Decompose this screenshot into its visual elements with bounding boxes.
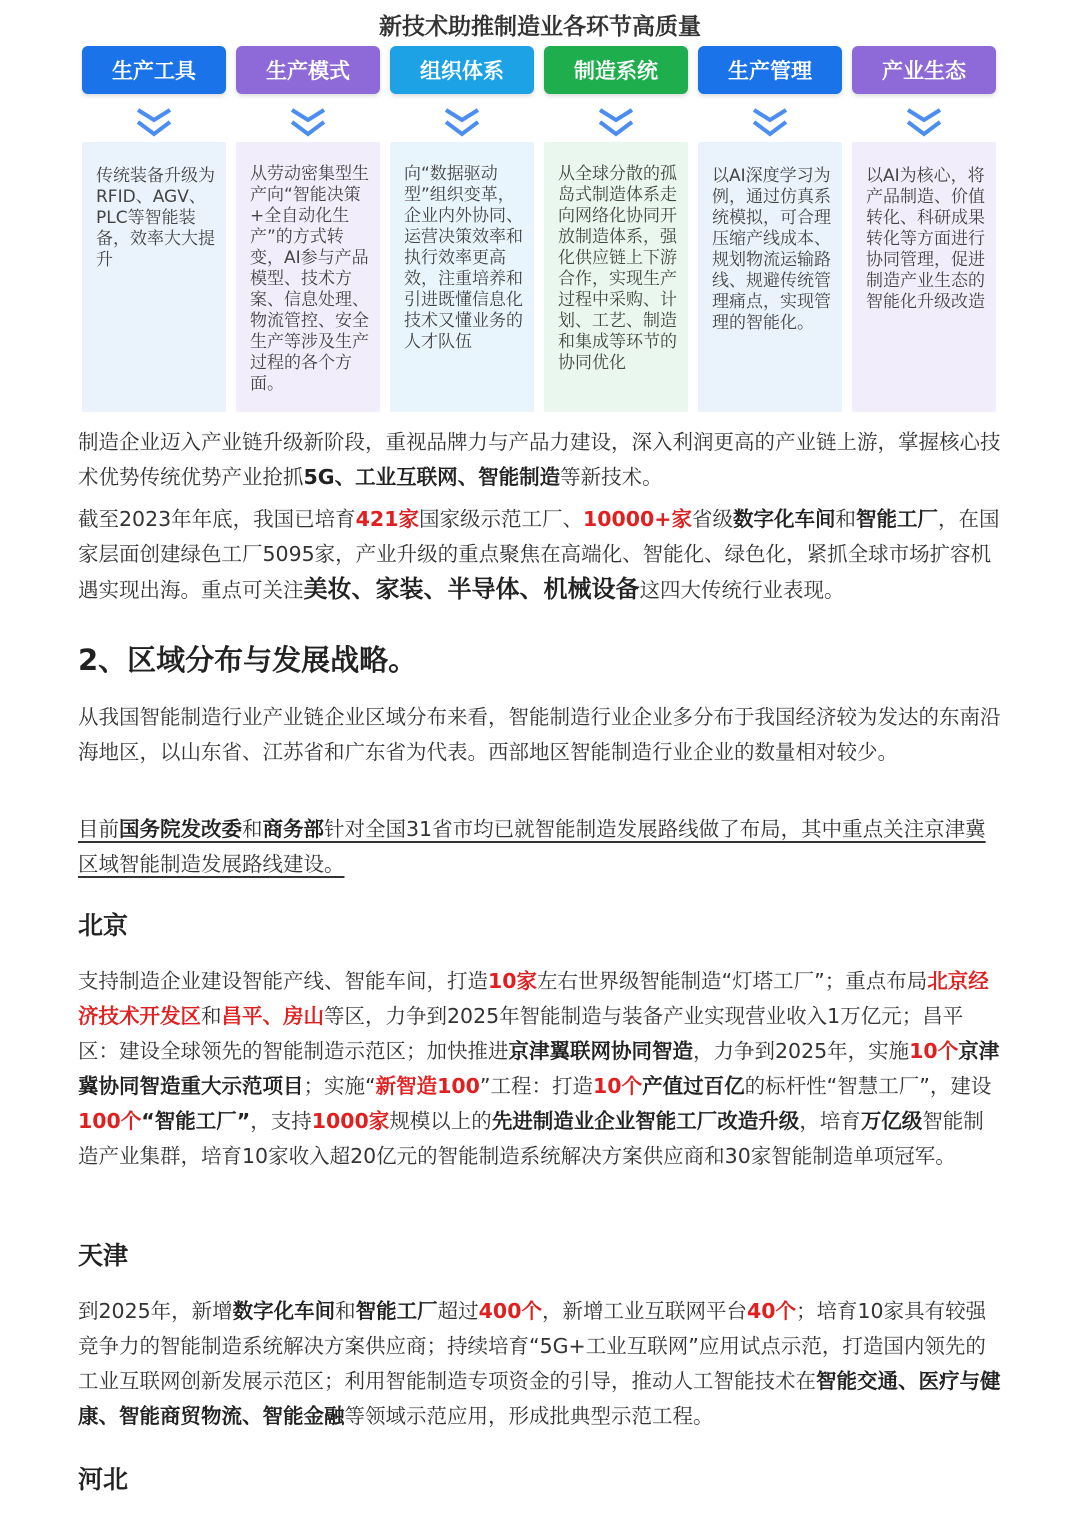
card-production-tools: 传统装备升级为RFID、AGV、PLC等智能装备，效率大大提升 <box>82 142 226 412</box>
chevron-down-icon <box>288 108 328 138</box>
beijing-paragraph: 支持制造企业建设智能产线、智能车间，打造10家左右世界级智能制造“灯塔工厂”；重点布局北京经济技术开发区和昌平、房山等区，力争到2025年智能制造与装备产业实现营业收入1万亿元；昌平区：建设全球领先的智能制造示范区；加快推进京津翼联网协同智造，力争到2025年，实施10个京津冀协同智造重大示范项目；实施“新智造100”工程：打造10个产值过百亿的标杆性“智慧工厂”，建设100个“智能工厂”，支持1000家规模以上的先进制造业企业智能工厂改造升级，培育万亿级智能制造产业集群，培育10家收入超20亿元的智能制造系统解决方案供应商和30家智能制造单项冠军。 <box>78 969 1000 1168</box>
intro-paragraph-2: 截至2023年年底，我国已培育421家国家级示范工厂、10000+家省级数字化车间和智能工厂，在国家层面创建绿色工厂5095家，产业升级的重点聚焦在高端化、智能化、绿色化，紧抓全球市场扩容机遇实现出海。重点可关注美妆、家装、半导体、机械设备这四大传统行业表现。 <box>78 507 1000 603</box>
card-production-mode: 从劳动密集型生产向“智能决策+全自动化生产”的方式转变，AI参与产品模型、技术方案、信息处理、物流管控、安全生产等涉及生产过程的各个方面。 <box>236 142 380 412</box>
chevron-down-icon <box>904 108 944 138</box>
tab-manufacturing-system <box>544 46 688 94</box>
tab-production-mode <box>236 46 380 94</box>
section-heading: 2、区域分布与发展战略。 <box>78 643 418 677</box>
tab-organization <box>390 46 534 94</box>
figure-title: 新技术助推制造业各环节高质量 <box>379 14 701 40</box>
tab-label: 组织体系 <box>420 59 504 83</box>
chevron-down-icon <box>442 108 482 138</box>
chevron-down-icon <box>134 108 174 138</box>
tab-label: 生产工具 <box>112 59 196 83</box>
section2-paragraph-1: 从我国智能制造行业产业链企业区域分布来看，智能制造行业企业多分布于我国经济较为发达的东南沿海地区，以山东省、江苏省和广东省为代表。西部地区智能制造行业企业的数量相对较少。 <box>78 705 1001 764</box>
tianjin-paragraph: 到2025年，新增数字化车间和智能工厂超过400个，新增工业互联网平台40个；培育10家具有较强竞争力的智能制造系统解决方案供应商；持续培育“5G+工业互联网”应用试点示范，打造国内领先的工业互联网创新发展示范区；利用智能制造专项资金的引导，推动人工智能技术在智能交通、医疗与健康、智能商贸物流、智能金融等领域示范应用，形成批典型示范工程。 <box>78 1299 1001 1428</box>
chevron-down-icon <box>596 108 636 138</box>
tab-label: 生产管理 <box>728 59 812 83</box>
tab-label: 制造系统 <box>574 59 658 83</box>
tianjin-heading: 天津 <box>78 1241 129 1270</box>
section2-paragraph-2: 目前国务院发改委和商务部针对全国31省市均已就智能制造发展路线做了布局，其中重点关注京津冀区域智能制造发展路线建设。 <box>78 817 986 876</box>
tab-label: 产业生态 <box>882 59 966 83</box>
intro-paragraph-1: 制造企业迈入产业链升级新阶段，重视品牌力与产品力建设，深入利润更高的产业链上游，掌握核心技术优势传统优势产业抢抓5G、工业互联网、智能制造等新技术。 <box>78 430 1001 489</box>
tab-production-management <box>698 46 842 94</box>
hebei-heading: 河北 <box>78 1465 129 1494</box>
card-organization: 向“数据驱动型”组织变革，企业内外协同、运营决策效率和执行效率更高效，注重培养和引进既懂信息化技术又懂业务的人才队伍 <box>390 142 534 412</box>
tab-industry-ecology <box>852 46 996 94</box>
card-industry-ecology: 以AI为核心，将产品制造、价值转化、科研成果转化等方面进行协同管理，促进制造产业生态的智能化升级改造 <box>852 142 996 412</box>
chevron-down-icon <box>750 108 790 138</box>
beijing-heading: 北京 <box>78 911 129 940</box>
card-manufacturing-system: 从全球分散的孤岛式制造体系走向网络化协同开放制造体系，强化供应链上下游合作，实现生产过程中采购、计划、工艺、制造和集成等环节的协同优化 <box>544 142 688 412</box>
card-production-management: 以AI深度学习为例，通过仿真系统模拟，可合理压缩产线成本、规划物流运输路线、规避传统管理痛点，实现管理的智能化。 <box>698 142 842 412</box>
tab-label: 生产模式 <box>266 59 350 83</box>
tab-production-tools <box>82 46 226 94</box>
